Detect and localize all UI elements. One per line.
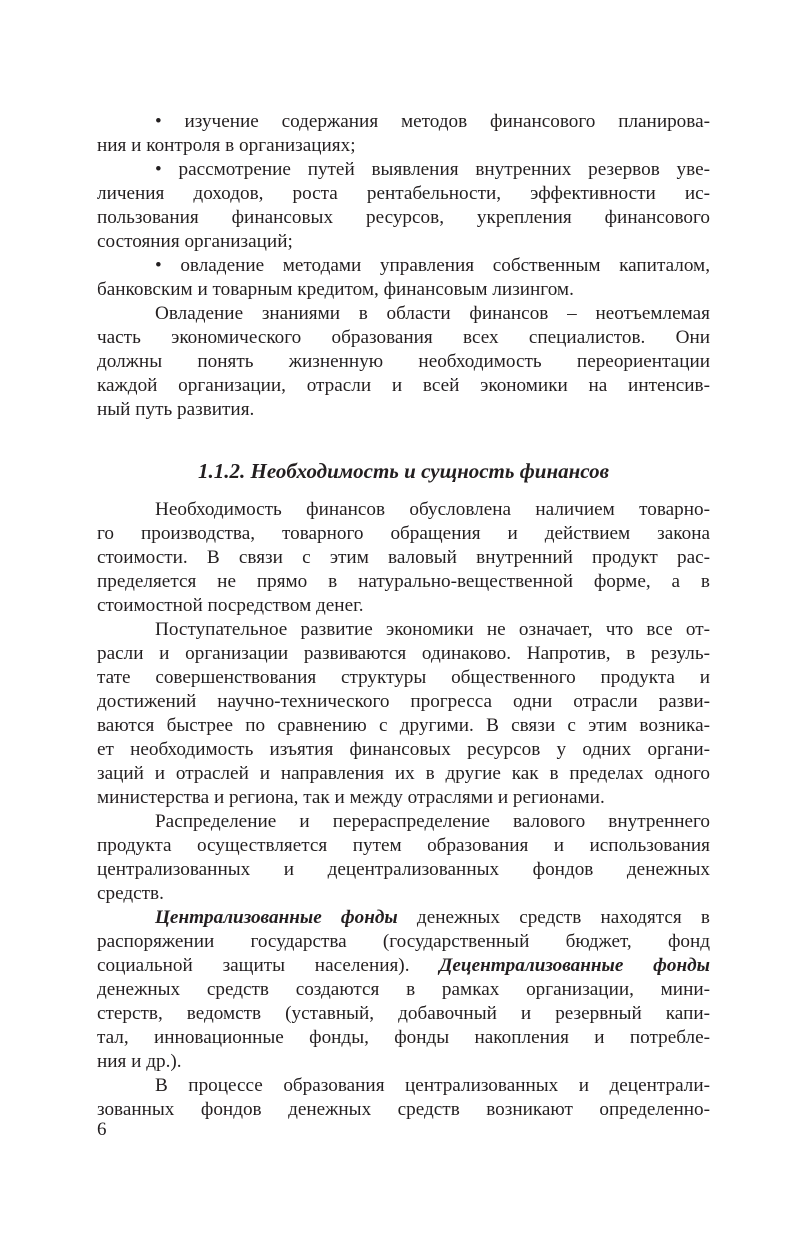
text-segment: распоряжении государства (государственный бюджет, фонд (97, 931, 710, 952)
paragraph (97, 906, 710, 1074)
emphasized-term: Децентрализованные фонды (439, 955, 710, 976)
text-segment: Распределение и перераспределение валового внутреннего (155, 811, 710, 832)
text-segment: Овладение знаниями в области финансов – неотъемлемая (155, 303, 710, 324)
text-line (97, 642, 710, 666)
text-segment: денежных средств находятся в (397, 907, 710, 928)
text-segment: социальной защиты населения). (97, 955, 440, 976)
text-line (97, 786, 710, 810)
text-line (97, 738, 710, 762)
text-line (97, 834, 710, 858)
text-segment: средств. (97, 883, 164, 904)
text-line (97, 594, 710, 618)
text-line (97, 374, 710, 398)
text-segment: заций и отраслей и направления их в другие как в пределах одного (97, 763, 710, 784)
text-line (97, 522, 710, 546)
paragraph (97, 110, 710, 158)
text-line (97, 398, 710, 422)
text-segment: пользования финансовых ресурсов, укрепления финансового (97, 207, 710, 228)
text-line (97, 206, 710, 230)
text-segment: стерств, ведомств (уставный, добавочный и резервный капи- (97, 1003, 710, 1024)
paragraph (97, 302, 710, 422)
paragraph (97, 618, 710, 810)
text-line (97, 1050, 710, 1074)
text-line (97, 714, 710, 738)
text-line (97, 978, 710, 1002)
text-line (97, 666, 710, 690)
text-line (97, 110, 710, 134)
text-line (97, 350, 710, 374)
text-line (97, 182, 710, 206)
text-segment: зованных фондов денежных средств возникают определенно- (97, 1099, 710, 1120)
text-segment: ваются быстрее по сравнению с другими. В связи с этим возника- (97, 715, 710, 736)
text-segment: тал, инновационные фонды, фонды накопления и потребле- (97, 1027, 710, 1048)
text-segment: го производства, товарного обращения и действием закона (97, 523, 710, 544)
text-line (97, 690, 710, 714)
text-segment: достижений научно-технического прогресса одни отрасли разви- (97, 691, 710, 712)
text-segment: ния и др.). (97, 1051, 182, 1072)
text-segment: ния и контроля в организациях; (97, 135, 356, 156)
text-line (97, 1026, 710, 1050)
text-line (97, 254, 710, 278)
text-segment: Необходимость финансов обусловлена наличием товарно- (155, 499, 710, 520)
page-number: 6 (97, 1119, 107, 1140)
text-segment: тате совершенствования структуры общественного продукта и (97, 667, 710, 688)
paragraph (97, 254, 710, 302)
text-segment: каждой организации, отрасли и всей экономики на интенсив- (97, 375, 710, 396)
text-segment: ет необходимость изъятия финансовых ресурсов у одних органи- (97, 739, 710, 760)
text-line (97, 570, 710, 594)
text-segment: • рассмотрение путей выявления внутренних резервов уве- (155, 159, 710, 180)
text-line (97, 810, 710, 834)
text-line (97, 930, 710, 954)
emphasized-term: Централизованные фонды (155, 907, 398, 928)
text-line (97, 326, 710, 350)
text-line (97, 498, 710, 522)
text-line (97, 906, 710, 930)
section-heading: 1.1.2. Необходимость и сущность финансов (198, 459, 609, 483)
text-segment: централизованных и децентрализованных фондов денежных (97, 859, 710, 880)
text-segment: Поступательное развитие экономики не означает, что все от- (155, 619, 710, 640)
text-line (97, 954, 710, 978)
text-segment: продукта осуществляется путем образования и использования (97, 835, 710, 856)
text-segment: денежных средств создаются в рамках организации, мини- (97, 979, 710, 1000)
text-segment: министерства и региона, так и между отраслями и регионами. (97, 787, 605, 808)
text-line (97, 158, 710, 182)
text-segment: стоимостной посредством денег. (97, 595, 364, 616)
text-segment: должны понять жизненную необходимость переориентации (97, 351, 710, 372)
paragraph (97, 158, 710, 254)
text-line (97, 618, 710, 642)
text-line (97, 278, 710, 302)
text-line (97, 230, 710, 254)
paragraph (97, 1074, 710, 1122)
text-segment: расли и организации развиваются одинаково. Напротив, в резуль- (97, 643, 710, 664)
text-segment: В процессе образования централизованных и децентрали- (155, 1075, 710, 1096)
text-line (97, 546, 710, 570)
text-segment: пределяется не прямо в натурально-вещественной форме, а в (97, 571, 710, 592)
text-segment: личения доходов, роста рентабельности, эффективности ис- (97, 183, 710, 204)
page-body (97, 110, 710, 1122)
text-segment: состояния организаций; (97, 231, 293, 252)
text-line (97, 882, 710, 906)
text-segment: банковским и товарным кредитом, финансовым лизингом. (97, 279, 574, 300)
paragraph (97, 498, 710, 618)
text-line (97, 1098, 710, 1122)
text-line (97, 762, 710, 786)
text-segment: • изучение содержания методов финансового планирова- (155, 111, 710, 132)
text-segment: часть экономического образования всех специалистов. Они (97, 327, 710, 348)
text-line (97, 302, 710, 326)
text-line (97, 1002, 710, 1026)
paragraph (97, 810, 710, 906)
text-segment: стоимости. В связи с этим валовый внутренний продукт рас- (97, 547, 710, 568)
text-line (97, 1074, 710, 1098)
text-segment: ный путь развития. (97, 399, 255, 420)
text-segment: • овладение методами управления собственным капиталом, (155, 255, 710, 276)
text-line (97, 134, 710, 158)
text-line (97, 858, 710, 882)
